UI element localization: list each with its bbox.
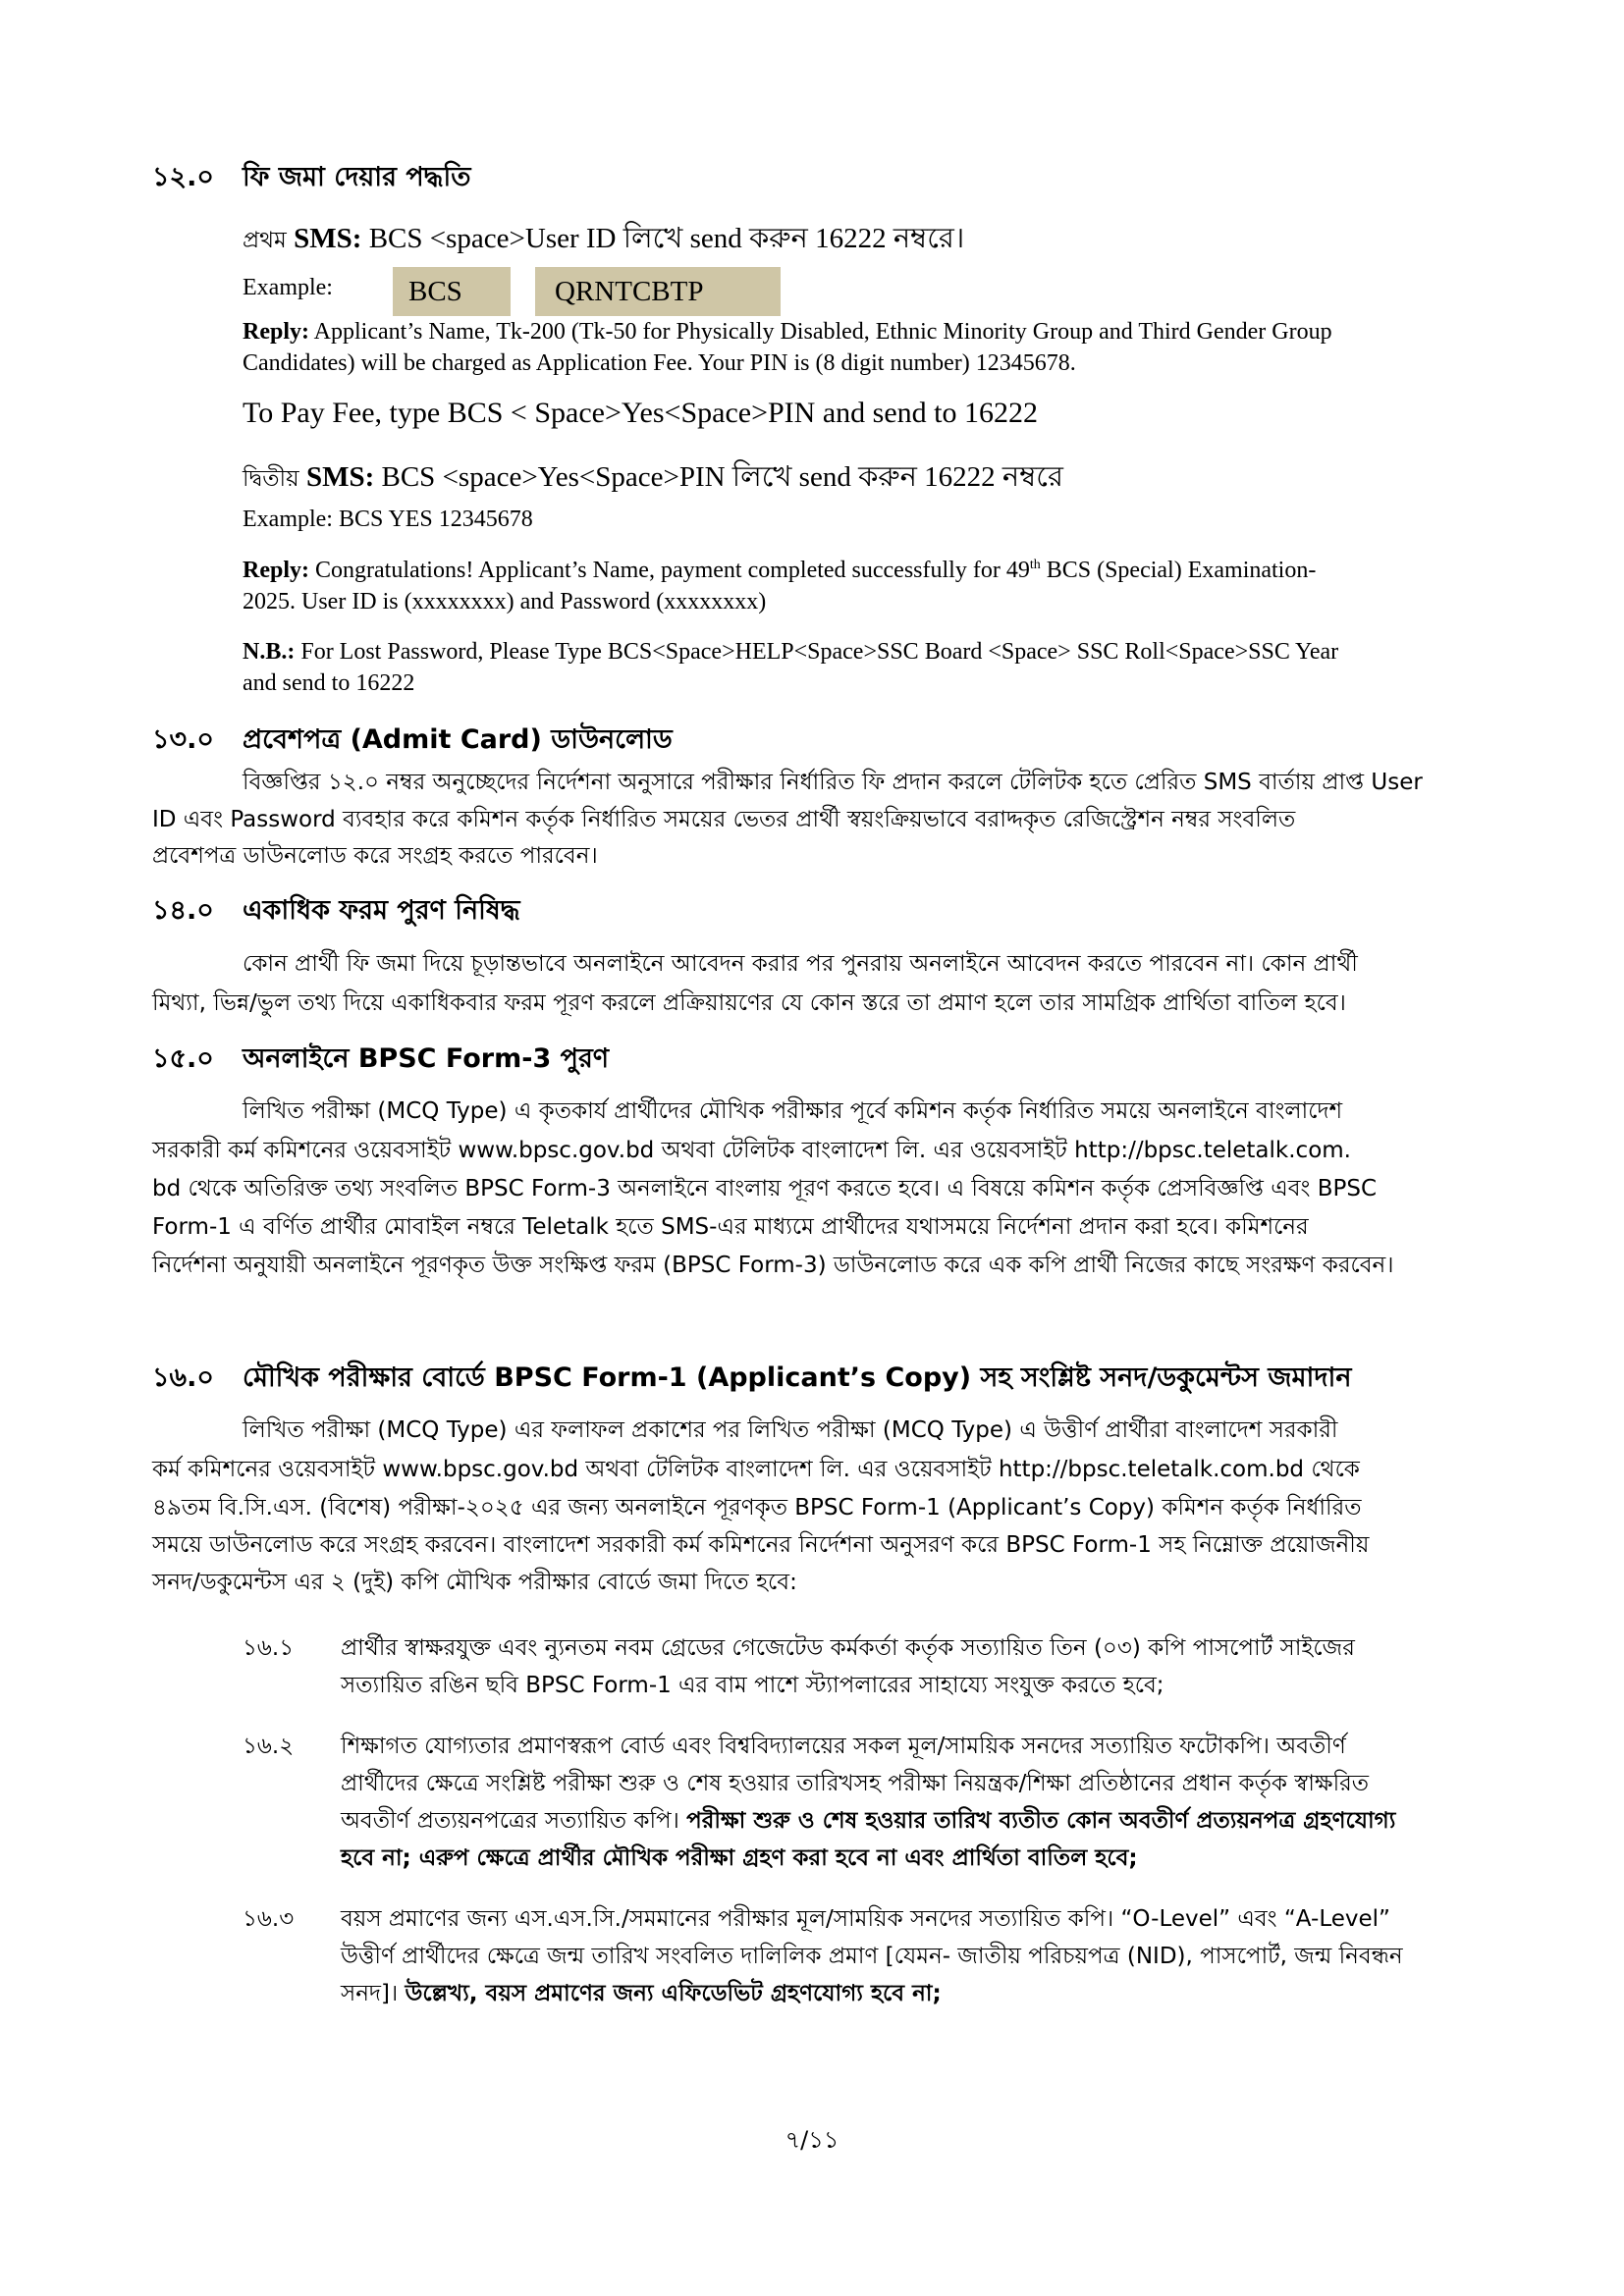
s14-line1: কোন প্রার্থী ফি জমা দিয়ে চূড়ান্তভাবে অনলাইনে আবেদন করার পর পুনরায় অনলাইনে আবেদন করতে পারবেন না। কোন প্রার্থী <box>243 951 1358 977</box>
item-16-2-line2: প্রার্থীদের ক্ষেত্রে সংশ্লিষ্ট পরীক্ষা শুরু ও শেষ হওয়ার তারিখসহ পরীক্ষা নিয়ন্ত্রক/শিক্ষা প্রতিষ্ঠানের প্রধান কর্তৃক স্বাক্ষরিত <box>341 1771 1370 1796</box>
s15-line1: লিখিত পরীক্ষা (MCQ Type) এ কৃতকার্য প্রার্থীদের মৌখিক পরীক্ষার পূর্বে কমিশন কর্তৃক নির্ধারিত সময়ে অনলাইনে বাংলাদেশ <box>243 1098 1343 1124</box>
section-13-title: প্রবেশপত্র (Admit Card) ডাউনলোড <box>243 724 673 755</box>
reply1-line2: Candidates) will be charged as Application Fee. Your PIN is (8 digit number) 12345678. <box>243 350 1076 376</box>
reply2-line1: Reply: Congratulations! Applicant’s Name, payment completed successfully for 49th BCS (Special) Examination- <box>243 558 1317 583</box>
section-13-heading: ১৩.০ প্রবেশপত্র (Admit Card) ডাউনলোড <box>152 724 673 755</box>
section-14-heading: ১৪.০ একাধিক ফরম পুরণ নিষিদ্ধ <box>152 895 520 926</box>
section-14-title: একাধিক ফরম পুরণ নিষিদ্ধ <box>243 895 520 926</box>
first-sms-text: BCS <space>User ID লিখে send করুন 16222 নম্বরে। <box>361 223 965 254</box>
item-16-2-line3: অবতীর্ণ প্রত্যয়নপত্রের সত্যায়িত কপি। পরীক্ষা শুরু ও শেষ হওয়ার তারিখ ব্যতীত কোন অবতীর্ণ প্রত্যয়নপত্র গ্রহণযোগ্য <box>341 1808 1396 1834</box>
s15-line3: bd থেকে অতিরিক্ত তথ্য সংবলিত BPSC Form-3 অনলাইনে বাংলায় পূরণ করতে হবে। এ বিষয়ে কমিশন কর্তৃক প্রেসবিজ্ঞপ্তি এবং BPSC <box>152 1176 1378 1201</box>
item-16-3-number: ১৬.৩ <box>243 1906 295 1932</box>
reply2-label: Reply: <box>243 558 309 583</box>
s13-line3: প্রবেশপত্র ডাউনলোড করে সংগ্রহ করতে পারবেন। <box>152 843 598 869</box>
nb-label: N.B.: <box>243 639 296 665</box>
page-number: ৭/১১ <box>785 2126 839 2154</box>
item-16-1-line1: প্রার্থীর স্বাক্ষরযুক্ত এবং ন্যুনতম নবম গ্রেডের গেজেটেড কর্মকর্তা কর্তৃক সত্যায়িত তিন (০৩) কপি পাসপোর্ট সাইজের <box>341 1635 1355 1661</box>
item-16-2-line4: হবে না; এরুপ ক্ষেত্রে প্রার্থীর মৌখিক পরীক্ষা গ্রহণ করা হবে না এবং প্রার্থিতা বাতিল হবে; <box>341 1845 1138 1871</box>
second-sms-label: SMS: <box>305 461 375 493</box>
example-label: Example: <box>243 275 333 300</box>
s16-line4: সময়ে ডাউনলোড করে সংগ্রহ করবেন। বাংলাদেশ সরকারী কর্ম কমিশনের নির্দেশনা অনুসরণ করে BPSC Form-1 সহ নিম্নোক্ত প্রয়োজনীয় <box>152 1532 1370 1558</box>
first-sms-line: প্রথম SMS: BCS <space>User ID লিখে send করুন 16222 নম্বরে। <box>243 223 965 254</box>
item-16-3-line2: উত্তীর্ণ প্রার্থীদের ক্ষেত্রে জন্ম তারিখ সংবলিত দালিলিক প্রমাণ [যেমন- জাতীয় পরিচয়পত্র (NID), পাসপোর্ট, জন্ম নিবন্ধন <box>341 1944 1403 1969</box>
item-16-3-line1: বয়স প্রমাণের জন্য এস.এস.সি./সমমানের পরীক্ষার মূল/সাময়িক সনদের সত্যায়িত কপি। “O-Level” এবং “A-Level” <box>341 1906 1390 1932</box>
s13-line1: বিজ্ঞপ্তির ১২.০ নম্বর অনুচ্ছেদের নির্দেশনা অনুসারে পরীক্ষার নির্ধারিত ফি প্রদান করলে টেলিটক হতে প্রেরিত SMS বার্তায় প্রাপ্ত User <box>243 770 1423 795</box>
section-15-heading: ১৫.০ অনলাইনে BPSC Form-3 পুরণ <box>152 1043 610 1074</box>
section-12-number: ১২.০ <box>152 162 214 192</box>
section-16-title: মৌখিক পরীক্ষার বোর্ডে BPSC Form-1 (Applicant’s Copy) সহ সংশ্লিষ্ট সনদ/ডকুমেন্টস জমাদান <box>243 1362 1352 1393</box>
s16-line1: লিখিত পরীক্ষা (MCQ Type) এর ফলাফল প্রকাশের পর লিখিত পরীক্ষা (MCQ Type) এ উত্তীর্ণ প্রার্থীরা বাংলাদেশ সরকারী <box>243 1417 1338 1443</box>
s16-line3: ৪৯তম বি.সি.এস. (বিশেষ) পরীক্ষা-২০২৫ এর জন্য অনলাইনে পূরণকৃত BPSC Form-1 (Applicant’s Copy) কমিশন কর্তৃক নির্ধারিত <box>152 1495 1362 1521</box>
item-16-1-line2: সত্যায়িত রঙিন ছবি BPSC Form-1 এর বাম পাশে স্ট্যাপলারের সাহায্যে সংযুক্ত করতে হবে; <box>341 1673 1164 1698</box>
s14-line2: মিথ্যা, ভিন্ন/ভুল তথ্য দিয়ে একাধিকবার ফরম পূরণ করলে প্রক্রিয়ায়ণের যে কোন স্তরে তা প্রমাণ হলে তার সামগ্রিক প্রার্থিতা বাতিল হবে। <box>152 990 1346 1016</box>
s16-line2: কর্ম কমিশনের ওয়েবসাইট www.bpsc.gov.bd অথবা টেলিটক বাংলাদেশ লি. এর ওয়েবসাইট http://bpsc.teletalk.com.bd থেকে <box>152 1457 1360 1482</box>
reply1-label: Reply: <box>243 319 309 345</box>
item-16-1-number: ১৬.১ <box>243 1635 295 1661</box>
s13-line2: ID এবং Password ব্যবহার করে কমিশন কর্তৃক নির্ধারিত সময়ের ভেতর প্রার্থী স্বয়ংক্রিয়ভাবে বরাদ্দকৃত রেজিস্ট্রেশন নম্বর সংবলিত <box>152 807 1296 832</box>
section-15-title: অনলাইনে BPSC Form-3 পুরণ <box>243 1043 610 1074</box>
second-sms-line: দ্বিতীয় SMS: BCS <space>Yes<Space>PIN লিখে send করুন 16222 নম্বরে <box>243 461 1063 493</box>
section-16-heading: ১৬.০ মৌখিক পরীক্ষার বোর্ডে BPSC Form-1 (Applicant’s Copy) সহ সংশ্লিষ্ট সনদ/ডকুমেন্টস জমাদান <box>152 1362 1352 1393</box>
reply1-line1: Reply: Applicant’s Name, Tk-200 (Tk-50 for Physically Disabled, Ethnic Minority Group and Third Gender Group <box>243 319 1332 345</box>
nb-line2: and send to 16222 <box>243 670 415 696</box>
s15-line4: Form-1 এ বর্ণিত প্রার্থীর মোবাইল নম্বরে Teletalk হতে SMS-এর মাধ্যমে প্রার্থীদের যথাসময়ে নির্দেশনা প্রদান করা হবে। কমিশনের <box>152 1214 1309 1240</box>
reply2-line2: 2025. User ID is (xxxxxxxx) and Password (xxxxxxxx) <box>243 589 767 614</box>
s15-line5: নির্দেশনা অনুযায়ী অনলাইনে পূরণকৃত উক্ত সংক্ষিপ্ত ফরম (BPSC Form-3) ডাউনলোড করে এক কপি প্রার্থী নিজের কাছে সংরক্ষণ করবেন। <box>152 1253 1394 1278</box>
example2-line: Example: BCS YES 12345678 <box>243 507 533 532</box>
s15-line2: সরকারী কর্ম কমিশনের ওয়েবসাইট www.bpsc.gov.bd অথবা টেলিটক বাংলাদেশ লি. এর ওয়েবসাইট http://bpsc.teletalk.com. <box>152 1138 1351 1163</box>
nb-line1: N.B.: For Lost Password, Please Type BCS<Space>HELP<Space>SSC Board <Space> SSC Roll<Space>SSC Year <box>243 639 1339 665</box>
item-16-2-bold-note: পরীক্ষা শুরু ও শেষ হওয়ার তারিখ ব্যতীত কোন অবতীর্ণ প্রত্যয়নপত্র গ্রহণযোগ্য <box>686 1808 1396 1834</box>
second-sms-text: BCS <space>Yes<Space>PIN লিখে send করুন 16222 নম্বরে <box>374 461 1063 493</box>
item-16-2-line1: শিক্ষাগত যোগ্যতার প্রমাণস্বরূপ বোর্ড এবং বিশ্ববিদ্যালয়ের সকল মূল/সাময়িক সনদের সত্যায়িত ফটোকপি। অবতীর্ণ <box>341 1734 1346 1759</box>
s16-line5: সনদ/ডকুমেন্টস এর ২ (দুই) কপি মৌখিক পরীক্ষার বোর্ডে জমা দিতে হবে: <box>152 1570 797 1595</box>
first-sms-label: SMS: <box>294 223 362 254</box>
example-box-userid: QRNTCBTP <box>535 267 781 316</box>
example-box-bcs: BCS <box>393 267 511 316</box>
item-16-2-number: ১৬.২ <box>243 1734 295 1759</box>
item-16-3-line3: সনদ]। উল্লেখ্য, বয়স প্রমাণের জন্য এফিডেভিট গ্রহণযোগ্য হবে না; <box>341 1981 942 2006</box>
section-12-heading <box>152 157 470 201</box>
pay-fee-instruction: To Pay Fee, type BCS < Space>Yes<Space>PIN and send to 16222 <box>243 397 1038 429</box>
section-12-title: ফি জমা দেয়ার পদ্ধতি <box>243 162 471 192</box>
item-16-3-bold-note: উল্লেখ্য, বয়স প্রমাণের জন্য এফিডেভিট গ্রহণযোগ্য হবে না; <box>405 1981 942 2006</box>
